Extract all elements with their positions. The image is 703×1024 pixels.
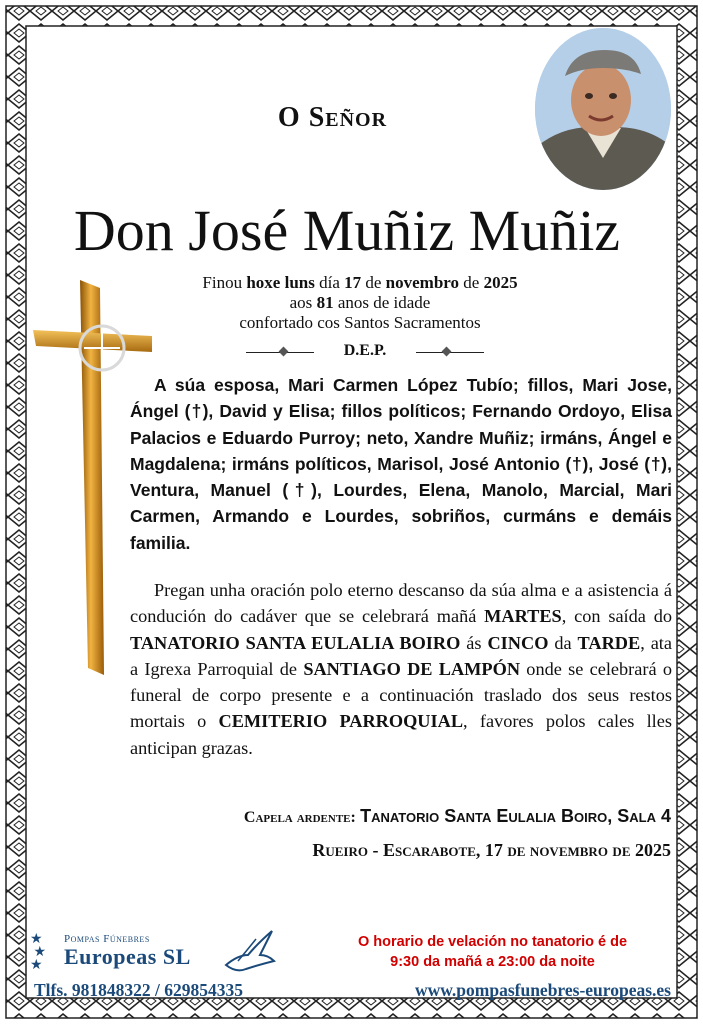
- death-notice: [150, 273, 570, 333]
- title-prefix: O Señor: [277, 102, 388, 133]
- family-paragraph: [130, 372, 672, 556]
- dep-ornament: [240, 342, 490, 364]
- sacraments-line: confortado cos Santos Sacramentos: [239, 313, 481, 332]
- viewing-hours: O horario de velación no tanatorio é de 9:30 da mañá a 23:00 da noite: [357, 934, 628, 970]
- funeral-home-logo: ★ ★ ★ Pompas Fúnebres Europeas SL: [26, 925, 276, 980]
- place-date: Rueiro - Escarabote, 17 de novembro de 2025: [312, 840, 671, 860]
- service-paragraph: Pregan unha oración polo eterno descanso da súa alma e a asistencia á condución do cadáver que se celebrará mañá MARTES, con saída do TANATORIO SANTA EULALIA BOIRO ás CINCO da TARDE, ata a Igrexa Parroquial de SANTIAGO DE LAMPÓN onde se celebrará o funeral de corpo presente e a continuación traslado dos seus restos mortais o CEMITERIO PARROQUIAL, favores polos cales lles anticipan grazas.: [130, 580, 673, 758]
- dove-icon: [218, 925, 276, 977]
- stars-icon: ★ ★ ★: [30, 932, 47, 973]
- website-link[interactable]: www.pompasfunebres-europeas.es: [414, 980, 671, 1000]
- family-text: A súa esposa, Mari Carmen López Tubío; fillos, Mari Jose, Ángel (†), David y Elisa; fillos políticos; Fernando Ordoyo, Elisa Palacios e Eduardo Purroy; neto, Xandre Muñiz; irmáns, Ángel e Magdalena; irmáns políticos, Marisol, José Antonio (†), José (†), Ventura, Manuel (†), Lourdes, Elena, Manolo, Marcial, Mari Carmen, Armando e Lourdes, sobriños, curmáns e demáis familia.: [130, 375, 672, 553]
- deceased-name: Don José Muñiz Muñiz: [73, 198, 621, 263]
- dep-label: D.E.P.: [343, 342, 387, 359]
- phone-numbers: Tlfs. 981848322 / 629854335: [34, 980, 244, 1000]
- chapel-line: [244, 806, 671, 827]
- chapel-value: Tanatorio Santa Eulalia Boiro, Sala 4: [360, 806, 671, 826]
- chapel-label: Capela ardente:: [243, 809, 356, 826]
- age-line: aos 81 anos de idade: [289, 293, 431, 312]
- death-date-line: Finou hoxe luns día 17 de novembro de 2025: [202, 273, 518, 292]
